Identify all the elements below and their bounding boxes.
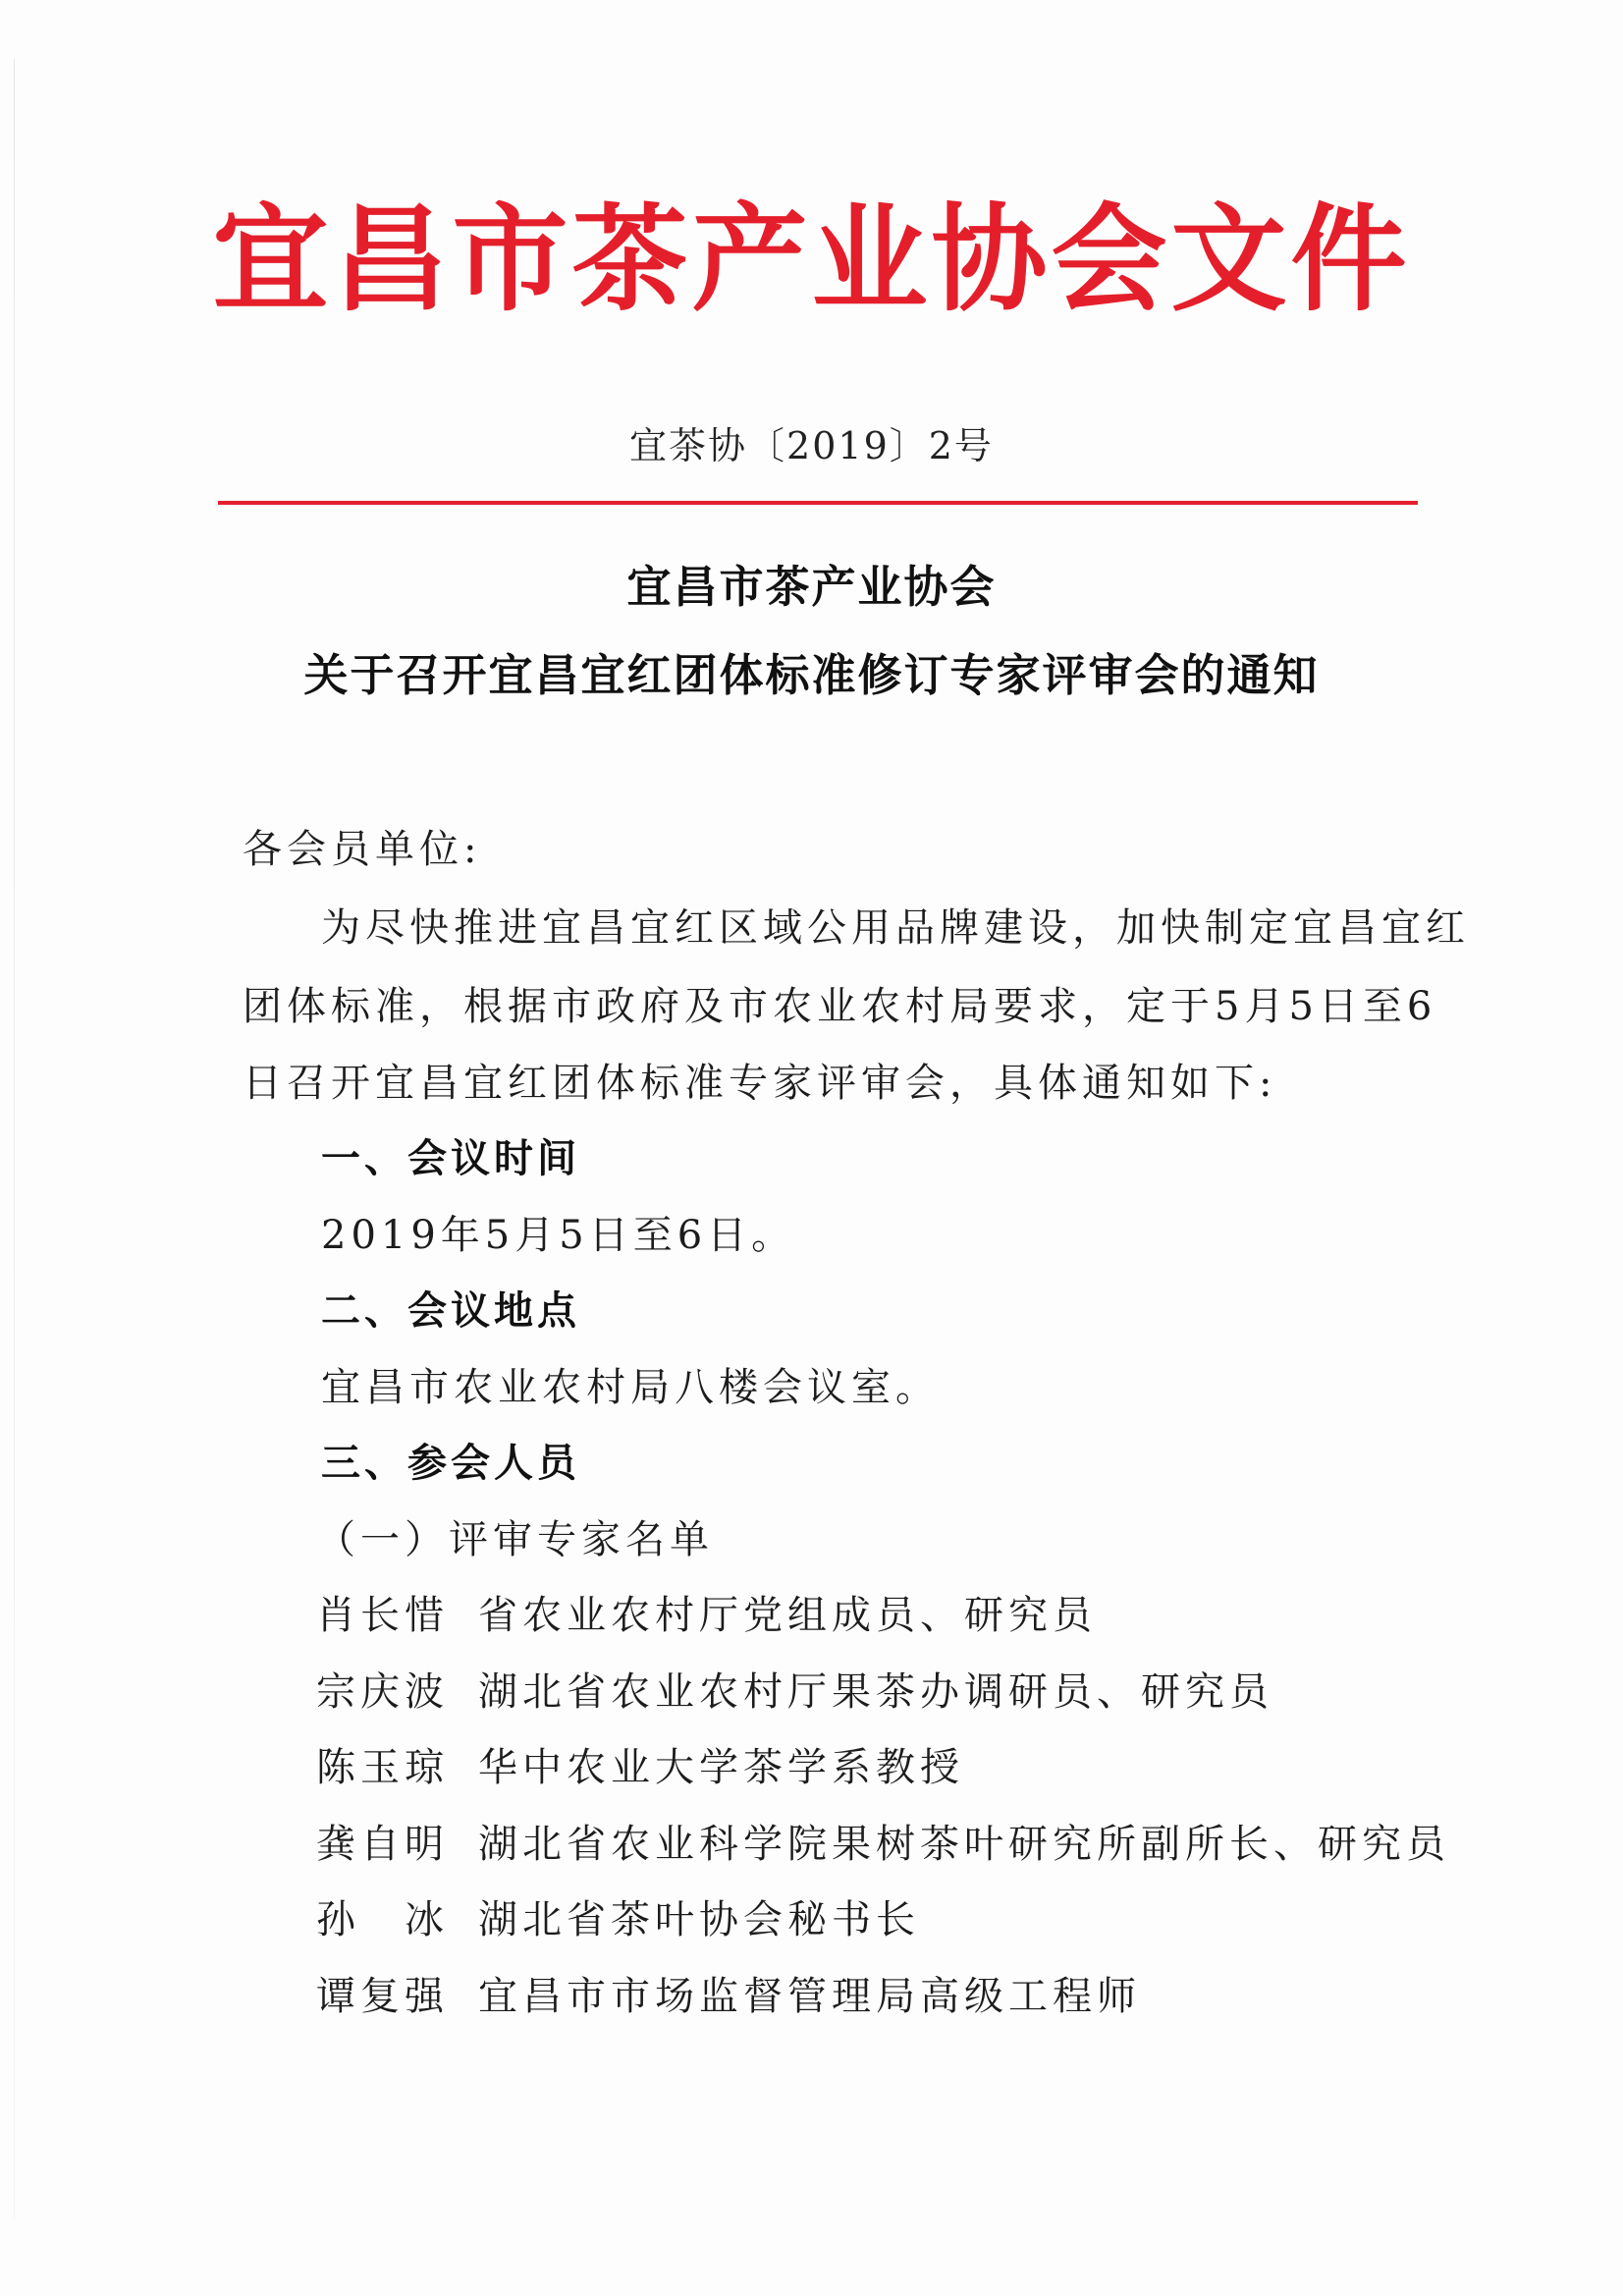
document-masthead: 宜昌市茶产业协会文件 [212,191,1411,327]
expert-title: 湖北省茶叶协会秘书长 [478,1897,920,1942]
document-title-line-2: 关于召开宜昌宜红团体标准修订专家评审会的通知 [303,649,1320,701]
section-2-content: 宜昌市农业农村局八楼会议室。 [321,1365,940,1410]
salutation: 各会员单位: [243,827,482,872]
expert-name: 肖长惜 [316,1593,449,1638]
section-2-heading: 二、会议地点 [321,1287,580,1334]
expert-row [316,1897,920,1942]
expert-title: 省农业农村厅党组成员、研究员 [478,1593,1097,1638]
section-1-content: 2019年5月5日至6日。 [321,1213,796,1258]
section-3-heading: 三、参会人员 [321,1440,580,1486]
expert-name: 龚自明 [316,1822,449,1867]
expert-title: 湖北省农业农村厅果茶办调研员、研究员 [478,1669,1273,1715]
expert-row [316,1669,1273,1715]
document-number: 宜茶协〔2019〕2号 [629,424,994,467]
expert-name: 谭复强 [316,1974,449,2019]
expert-title: 宜昌市市场监督管理局高级工程师 [478,1974,1141,2019]
expert-title: 华中农业大学茶学系教授 [478,1745,964,1790]
expert-row [316,1745,964,1790]
scan-margin-line [14,59,15,2219]
expert-row [316,1593,1097,1638]
expert-name: 陈玉琼 [316,1745,449,1790]
intro-line-3: 日召开宜昌宜红团体标准专家评审会，具体通知如下: [243,1061,1277,1106]
section-1-heading: 一、会议时间 [321,1135,580,1181]
intro-line-2: 团体标准，根据市政府及市农业农村局要求，定于5月5日至6 [243,984,1437,1029]
intro-line-1: 为尽快推进宜昌宜红区域公用品牌建设，加快制定宜昌宜红 [321,905,1470,951]
expert-title: 湖北省农业科学院果树茶叶研究所副所长、研究员 [478,1822,1450,1867]
red-divider-rule [218,501,1418,505]
document-title-line-1: 宜昌市茶产业协会 [626,561,997,613]
expert-row [316,1974,1141,2019]
expert-name: 宗庆波 [316,1669,449,1715]
section-3-subheading: （一）评审专家名单 [316,1517,714,1562]
expert-row [316,1822,1450,1867]
expert-name: 孙 冰 [316,1897,449,1942]
